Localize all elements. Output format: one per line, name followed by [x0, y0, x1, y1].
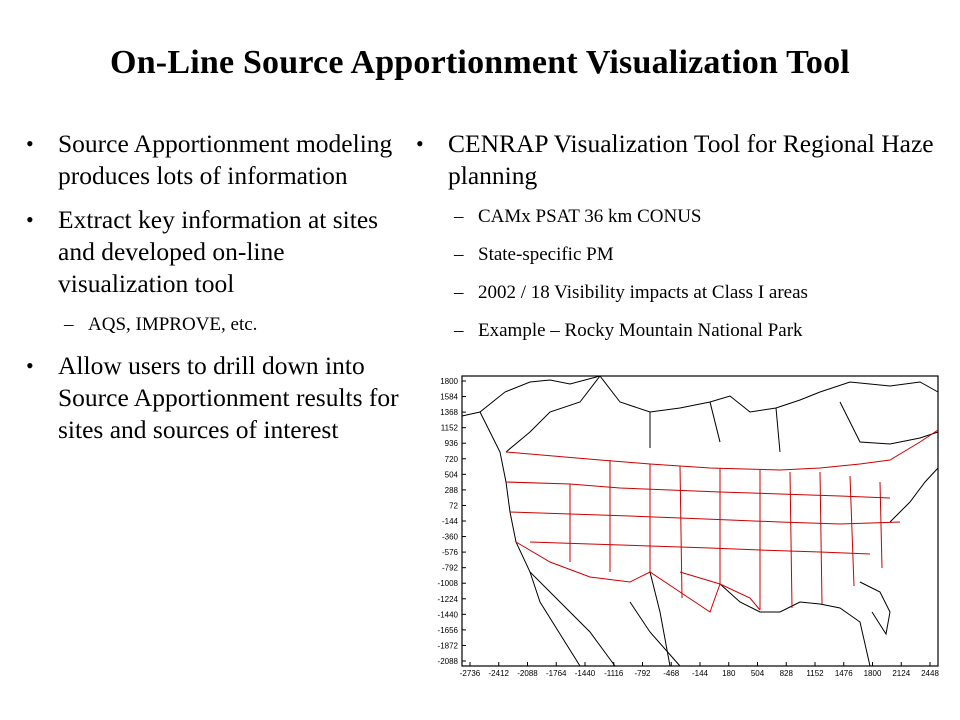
- bullet-text: Allow users to drill down into Source Apportionment results for sites and sources of interest: [58, 351, 399, 444]
- x-tick-label: 1152: [806, 669, 824, 678]
- sub-bullet-item: [412, 280, 947, 306]
- y-tick-label: -792: [441, 563, 458, 573]
- slide-title: On-Line Source Apportionment Visualization Tool: [110, 44, 850, 81]
- right-column: [412, 128, 947, 356]
- bullet-item: [22, 204, 407, 300]
- y-tick-label: 1800: [440, 377, 458, 386]
- sub-bullet-text: 2002 / 18 Visibility impacts at Class I areas: [478, 282, 808, 303]
- map-frame: [462, 376, 938, 666]
- sub-bullet-text: CAMx PSAT 36 km CONUS: [478, 206, 702, 227]
- x-tick-label: -1764: [546, 669, 567, 678]
- y-tick-label: 72: [449, 501, 458, 511]
- bullet-icon: •: [26, 353, 34, 378]
- sub-bullet-item: [412, 318, 947, 344]
- x-tick-label: 828: [779, 669, 793, 678]
- y-tick-labels: [438, 377, 459, 666]
- y-tick-label: 1584: [440, 392, 458, 402]
- y-tick-label: -1224: [437, 594, 458, 604]
- y-tick-label: -360: [441, 532, 458, 542]
- x-tick-label: -792: [634, 669, 651, 678]
- map-svg: [420, 372, 945, 684]
- bullet-item: [22, 350, 407, 446]
- bullet-icon: •: [416, 131, 424, 156]
- dash-icon: –: [64, 314, 74, 335]
- x-tick-label: 1476: [834, 669, 853, 678]
- x-tick-label: -2736: [459, 669, 481, 678]
- left-column: [22, 128, 407, 458]
- dash-icon: –: [454, 206, 464, 227]
- dash-icon: –: [454, 282, 464, 303]
- x-tick-label: -2412: [488, 669, 509, 678]
- sub-bullet-text: State-specific PM: [478, 244, 614, 265]
- sub-bullet-text: Example – Rocky Mountain National Park: [478, 320, 803, 341]
- y-tick-label: -1440: [437, 610, 458, 620]
- x-tick-label: 1800: [863, 669, 882, 678]
- y-tick-label: 1368: [440, 408, 458, 418]
- x-tick-label: 2124: [892, 669, 911, 678]
- x-tick-label: 2448: [921, 669, 939, 678]
- bullet-item: [22, 128, 407, 192]
- sub-bullet-text: AQS, IMPROVE, etc.: [88, 314, 258, 335]
- y-tick-label: -576: [441, 548, 458, 558]
- sub-bullet-item: [22, 312, 407, 338]
- y-tick-label: -1008: [437, 579, 458, 589]
- sub-bullet-item: [412, 242, 947, 268]
- x-tick-label: 504: [750, 669, 765, 678]
- x-tick-label: -1116: [604, 669, 624, 678]
- y-tick-label: 504: [444, 470, 458, 480]
- dash-icon: –: [454, 244, 464, 265]
- bullet-text: Source Apportionment modeling produces lots of information: [58, 129, 393, 190]
- modeling-domain-map: [420, 372, 945, 684]
- y-tick-label: 936: [444, 439, 458, 449]
- y-tick-label: -144: [441, 517, 458, 526]
- y-tick-label: -1656: [437, 625, 458, 635]
- y-tick-label: -1872: [437, 641, 458, 651]
- x-tick-labels: [460, 669, 940, 678]
- bullet-icon: •: [26, 131, 34, 156]
- x-tick-label: -2088: [517, 669, 538, 678]
- bullet-icon: •: [26, 207, 34, 232]
- x-tick-label: -468: [663, 669, 680, 678]
- y-tick-label: 288: [444, 485, 458, 495]
- sub-bullet-item: [412, 204, 947, 230]
- bullet-text: Extract key information at sites and developed on-line visualization tool: [58, 205, 379, 298]
- y-tick-label: 1152: [440, 423, 458, 433]
- bullet-text: CENRAP Visualization Tool for Regional Haze planning: [448, 129, 934, 190]
- x-tick-label: -1440: [574, 669, 596, 678]
- y-tick-label: 720: [444, 454, 458, 464]
- dash-icon: –: [454, 320, 464, 341]
- y-tick-label: -2088: [437, 657, 458, 666]
- bullet-item: [412, 128, 947, 192]
- x-tick-label: 180: [722, 669, 736, 678]
- x-tick-label: -144: [691, 669, 709, 678]
